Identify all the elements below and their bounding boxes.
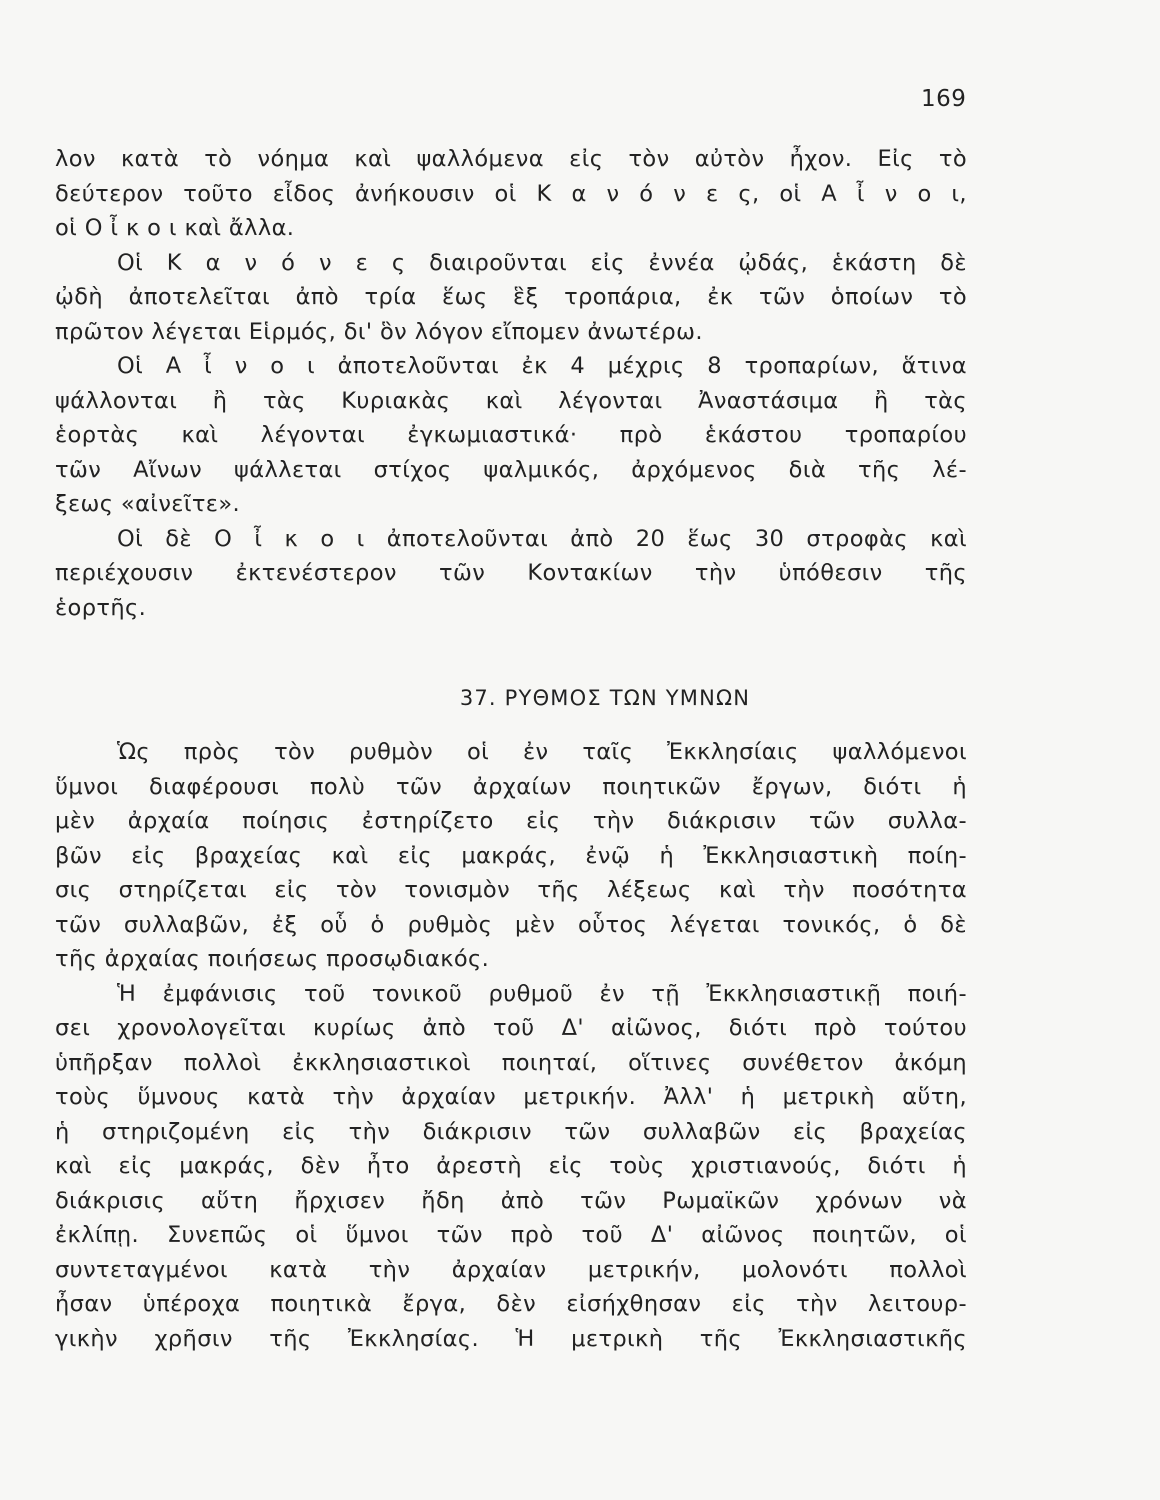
text-line: τῶν συλλαβῶν, ἐξ οὗ ὁ ρυθμὸς μὲν οὗτος λέγεται τονικός, ὁ δὲ xyxy=(55,911,967,938)
text-line: λον κατὰ τὸ νόημα καὶ ψαλλόμενα εἰς τὸν αὐτὸν ἦχον. Εἰς τὸ xyxy=(55,146,967,172)
text-line: Ἡ ἐμφάνισις τοῦ τονικοῦ ρυθμοῦ ἐν τῇ Ἐκκλησιαστικῇ ποιή- xyxy=(117,980,967,1007)
text-line: τῶν Αἴνων ψάλλεται στίχος ψαλμικός, ἀρχόμενος διὰ τῆς λέ- xyxy=(55,456,967,483)
text-line: οἱ Ο ἶ κ ο ι καὶ ἄλλα. xyxy=(55,215,295,241)
text-line: σις στηρίζεται εἰς τὸν τονισμὸν τῆς λέξεως καὶ τὴν ποσότητα xyxy=(55,877,967,903)
text-line: γικὴν χρῆσιν τῆς Ἐκκλησίας. Ἡ μετρικὴ τῆς Ἐκκλησιαστικῆς xyxy=(55,1325,967,1352)
text-line: ἐκλίπῃ. Συνεπῶς οἱ ὕμνοι τῶν πρὸ τοῦ Δ' αἰῶνος ποιητῶν, οἱ xyxy=(55,1222,967,1248)
text-line: δεύτερον τοῦτο εἶδος ἀνήκουσιν οἱ Κ α ν ό ν ε ς, οἱ Α ἶ ν ο ι, xyxy=(55,180,967,207)
text-line: ἡ στηριζομένη εἰς τὴν διάκρισιν τῶν συλλαβῶν εἰς βραχείας xyxy=(55,1118,967,1145)
page-number: 169 xyxy=(921,86,967,112)
text-line: ὕμνοι διαφέρουσι πολὺ τῶν ἀρχαίων ποιητικῶν ἔργων, διότι ἡ xyxy=(55,773,967,800)
section-2-text xyxy=(55,735,967,1356)
text-line: συντεταγμένοι κατὰ τὴν ἀρχαίαν μετρικήν, μολονότι πολλοὶ xyxy=(55,1256,967,1283)
text-line: διάκρισις αὕτη ἤρχισεν ἤδη ἀπὸ τῶν Ρωμαϊκῶν χρόνων νὰ xyxy=(55,1187,967,1214)
text-line: ξεως «αἰνεῖτε». xyxy=(55,491,241,517)
text-line: πρῶτον λέγεται Εἱρμός, δι' ὃν λόγον εἴπομεν ἀνωτέρω. xyxy=(55,318,703,345)
text-line: μὲν ἀρχαία ποίησις ἐστηρίζετο εἰς τὴν διάκρισιν τῶν συλλα- xyxy=(55,808,967,834)
text-line: σει χρονολογεῖται κυρίως ἀπὸ τοῦ Δ' αἰῶνος, διότι πρὸ τούτου xyxy=(55,1015,967,1041)
text-line: ἦσαν ὑπέροχα ποιητικὰ ἔργα, δὲν εἰσήχθησαν εἰς τὴν λειτουρ- xyxy=(55,1291,967,1317)
text-line: τῆς ἀρχαίας ποιήσεως προσῳδιακός. xyxy=(55,946,490,972)
text-line: περιέχουσιν ἐκτενέστερον τῶν Κοντακίων τὴν ὑπόθεσιν τῆς xyxy=(55,560,967,586)
text-line: καὶ εἰς μακράς, δὲν ἦτο ἀρεστὴ εἰς τοὺς χριστιανούς, διότι ἡ xyxy=(55,1153,967,1179)
text-line: ψάλλονται ἢ τὰς Κυριακὰς καὶ λέγονται Ἀναστάσιμα ἢ τὰς xyxy=(55,387,967,414)
text-line: Οἱ Α ἶ ν ο ι ἀποτελοῦνται ἐκ 4 μέχρις 8 τροπαρίων, ἅτινα xyxy=(117,353,967,379)
section-1-text xyxy=(55,142,967,625)
text-line: ἑορτὰς καὶ λέγονται ἐγκωμιαστικά· πρὸ ἑκάστου τροπαρίου xyxy=(55,422,967,448)
text-line: ἑορτῆς. xyxy=(55,594,147,621)
text-line: Οἱ Κ α ν ό ν ε ς διαιροῦνται εἰς ἐννέα ᾠδάς, ἑκάστη δὲ xyxy=(117,249,967,276)
text-line: Ὡς πρὸς τὸν ρυθμὸν οἱ ἐν ταῖς Ἐκκλησίαις ψαλλόμενοι xyxy=(117,739,967,765)
text-line: τοὺς ὕμνους κατὰ τὴν ἀρχαίαν μετρικήν. Ἀλλ' ἡ μετρικὴ αὕτη, xyxy=(55,1084,967,1110)
section-heading: 37. ΡΥΘΜΟΣ ΤΩΝ ΥΜΝΩΝ xyxy=(459,686,751,710)
text-line: ᾠδὴ ἀποτελεῖται ἀπὸ τρία ἕως ἓξ τροπάρια, ἐκ τῶν ὁποίων τὸ xyxy=(55,284,967,310)
text-line: ὑπῆρξαν πολλοὶ ἐκκλησιαστικοὶ ποιηταί, οἵτινες συνέθετον ἀκόμη xyxy=(55,1049,967,1076)
text-line: βῶν εἰς βραχείας καὶ εἰς μακράς, ἐνῷ ἡ Ἐκκλησιαστικὴ ποίη- xyxy=(55,842,967,869)
text-line: Οἱ δὲ Ο ἶ κ ο ι ἀποτελοῦνται ἀπὸ 20 ἕως 30 στροφὰς καὶ xyxy=(117,525,967,552)
